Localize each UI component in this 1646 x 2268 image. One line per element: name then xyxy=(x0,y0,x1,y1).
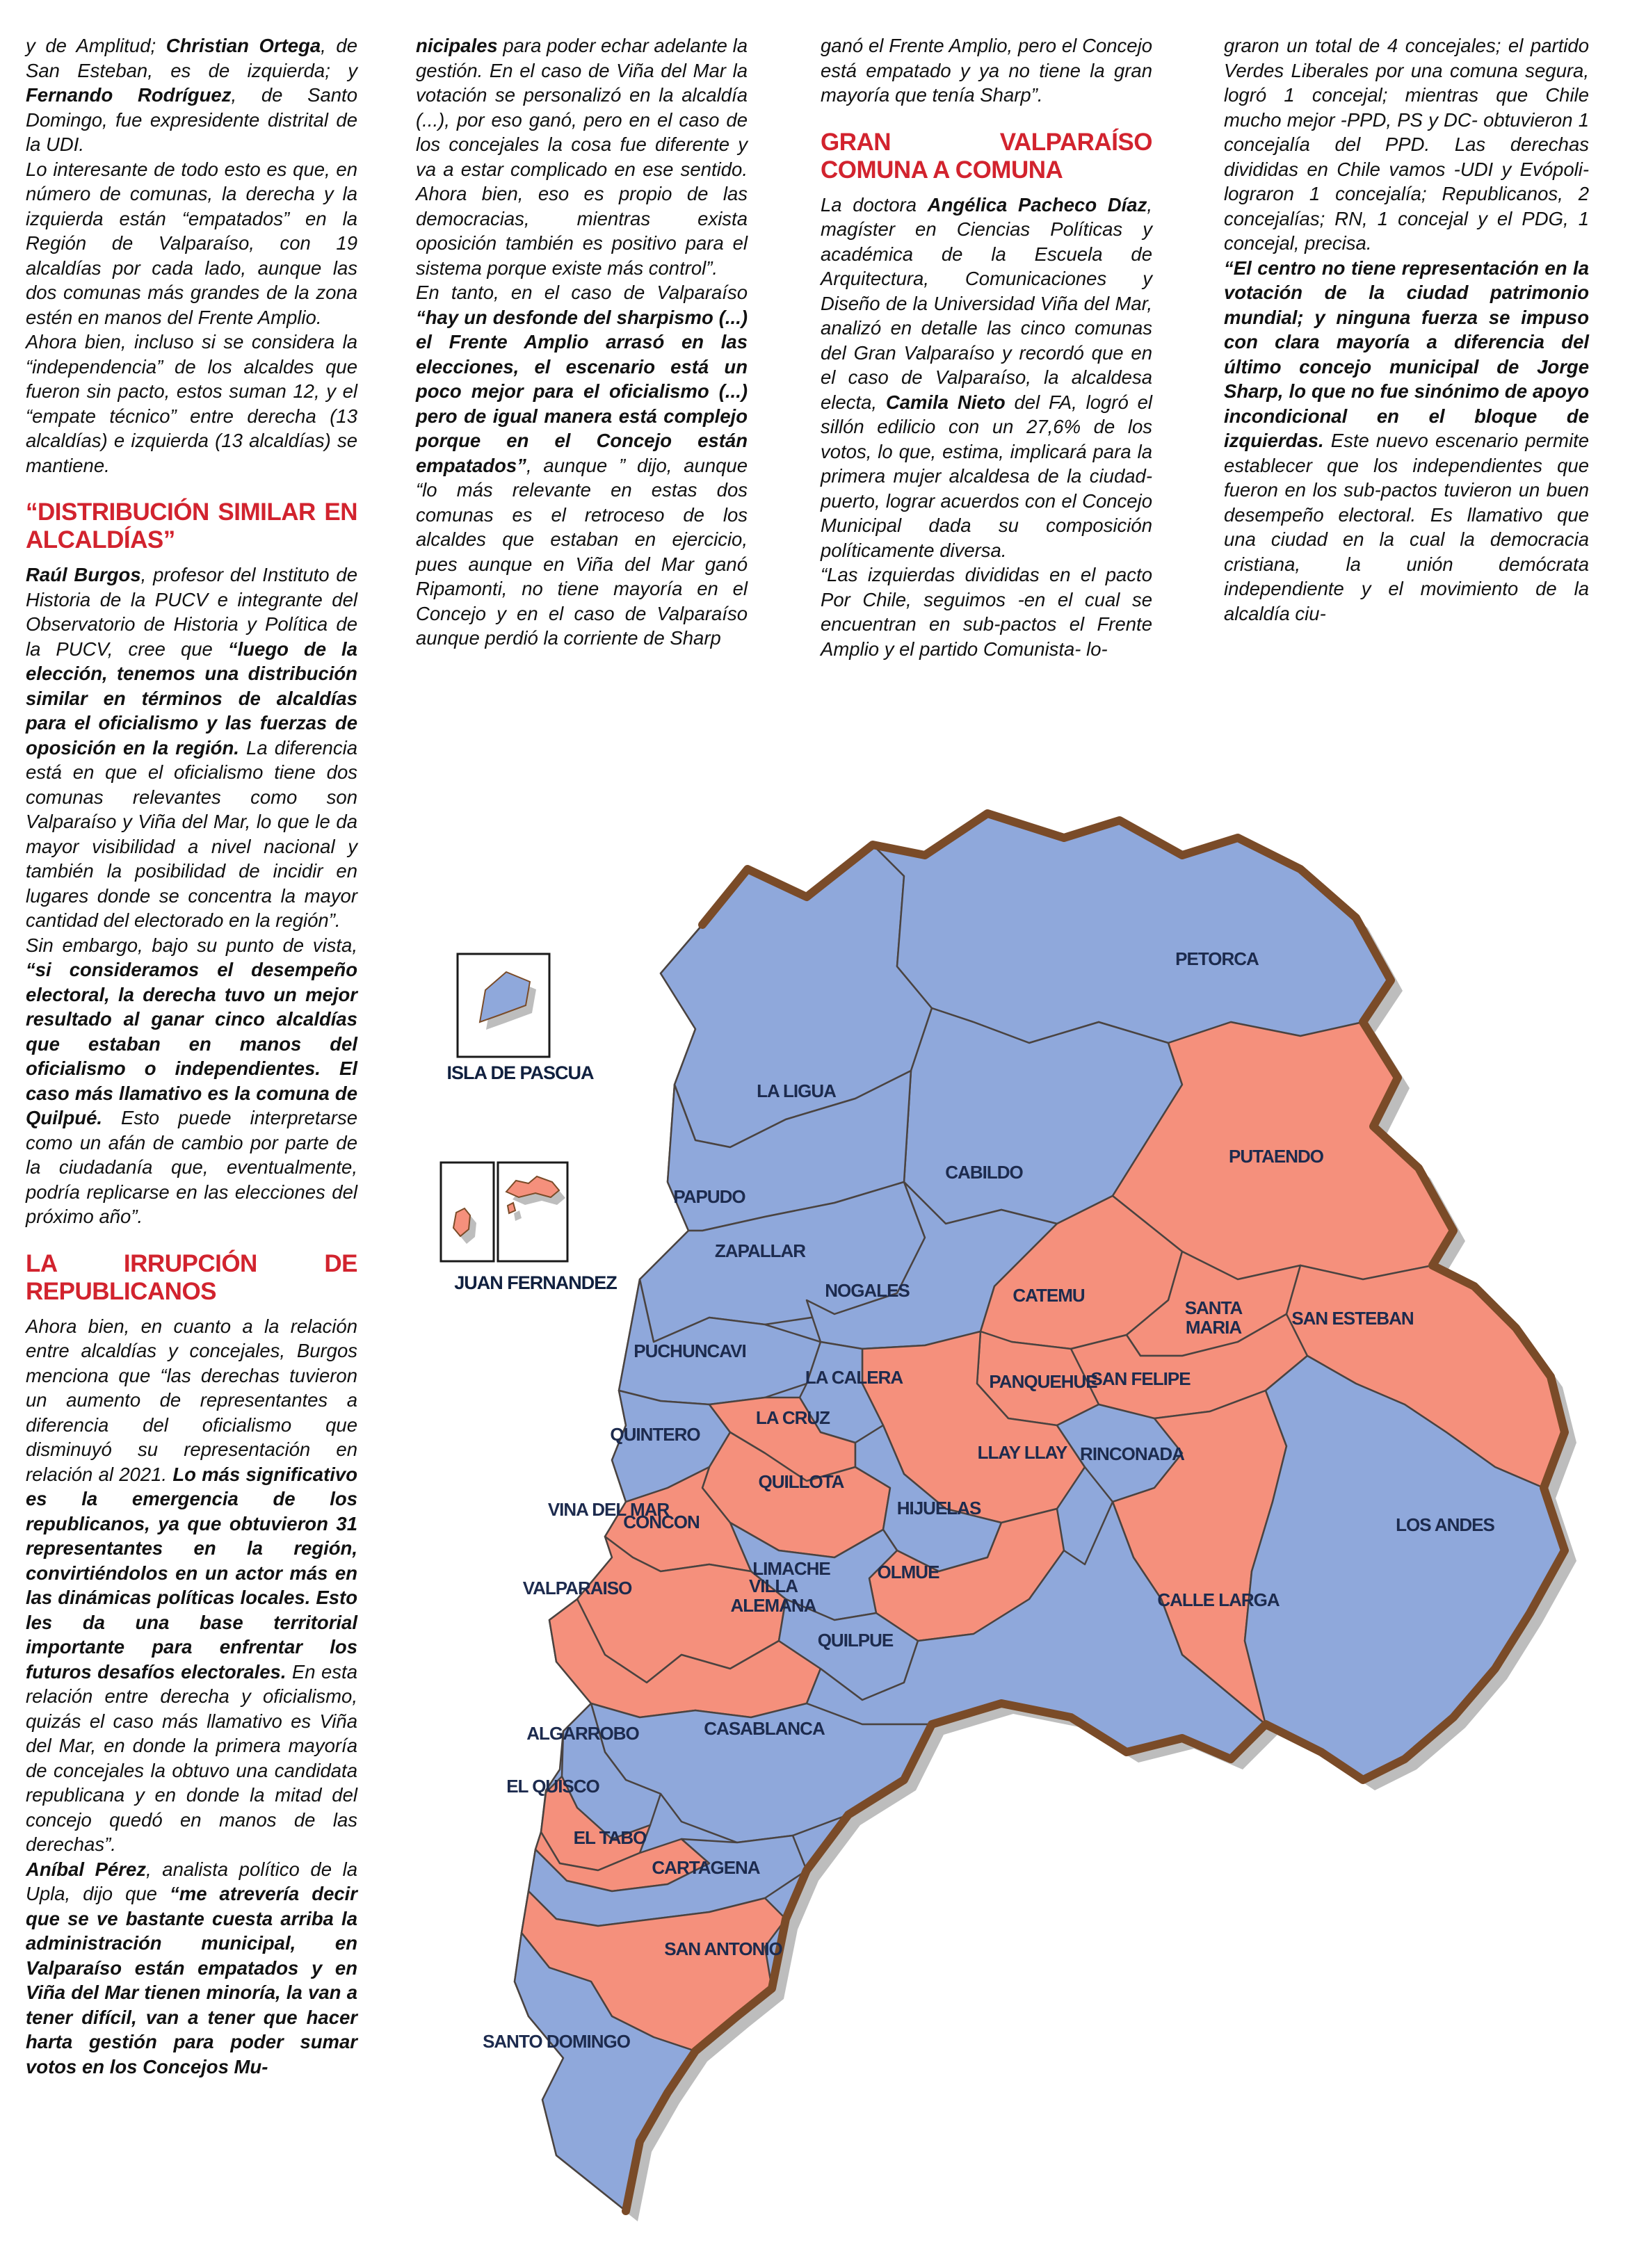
article-paragraph xyxy=(26,562,357,933)
text-run: Esto puede interpretarse como un afán de cambio por parte de la ciudadanía que, eventualmente, podría replicarse en las elecciones del próximo año”. xyxy=(26,1107,357,1227)
text-run: En esta relación entre derecha y oficialismo, quizás el caso más llamativo es Viña del Mar, en donde la primera mayoría de concejales la obtuvo una candidata republicana y en donde la mitad del concejo quedó en manos de las derechas”. xyxy=(26,1660,357,1855)
map-label-panquehue: PANQUEHUE xyxy=(989,1371,1097,1392)
text-run: y de Amplitud; xyxy=(26,35,166,56)
text-run: , profesor del Instituto de Historia de la PUCV e integrante del Observatorio de Historia y Política de la PUCV, cree que xyxy=(26,564,357,660)
map-label-quintero: QUINTERO xyxy=(610,1424,700,1445)
map-label-quillota: QUILLOTA xyxy=(758,1471,844,1492)
map-label-puchuncavi: PUCHUNCAVI xyxy=(634,1340,746,1361)
text-run: Christian Ortega xyxy=(166,35,321,56)
map-label-putaendo: PUTAENDO xyxy=(1229,1146,1323,1167)
commune-petorca xyxy=(873,813,1391,1043)
map-label-catemu: CATEMU xyxy=(1012,1285,1085,1306)
map-label-el-tabo: EL TABO xyxy=(573,1827,647,1848)
map-label-vina-del-mar: VINA DEL MAR xyxy=(547,1499,670,1520)
map-label-valparaiso: VALPARAISO xyxy=(522,1578,632,1598)
text-run: Aníbal Pérez xyxy=(26,1858,147,1880)
map-label-santa-maria-line1: SANTA xyxy=(1184,1297,1243,1318)
inset-island-juan-fernandez xyxy=(508,1203,515,1213)
map-label-villa-alemana-line1: VILLA xyxy=(748,1576,798,1596)
map-label-casablanca: CASABLANCA xyxy=(704,1718,825,1739)
article-paragraph xyxy=(416,280,748,651)
article-paragraph xyxy=(821,562,1152,661)
text-run: Camila Nieto xyxy=(885,391,1006,413)
map-label-villa-alemana-line2: ALEMANA xyxy=(730,1595,816,1616)
text-run: “si consideramos el desempeño electoral, la derecha tuvo un mejor resultado al ganar cinco alcaldías que estaban en manos del oficialismo o independientes. El caso más llamativo es la comuna de Quilpué. xyxy=(26,959,357,1128)
text-run: “El centro no tiene representación en la votación de la ciudad patrimonio mundial; y ninguna fuerza se impuso con clara mayoría a diferencia del último concejo municipal de Jorge Sharp, lo que no fue sinónimo de apoyo incondicional en el bloque de izquierdas. xyxy=(1224,257,1589,451)
article-column-4 xyxy=(1224,33,1589,626)
text-run: Ahora bien, incluso si se considera la “independencia” de los alcaldes que fueron sin pacto, estos suman 12, y el “empate técnico” entre derecha (13 alcaldías) e izquierda (13 alcaldías) se mantiene. xyxy=(26,331,357,476)
text-run: GRAN VALPARAÍSO COMUNA A COMUNA xyxy=(821,128,1152,184)
text-run: , de Santo Domingo, fue expresidente distrital de la UDI. xyxy=(26,84,357,155)
article-paragraph xyxy=(821,193,1152,563)
map-label-el-quisco: EL QUISCO xyxy=(506,1776,599,1797)
inset-label-juan-fernandez: JUAN FERNANDEZ xyxy=(454,1272,617,1293)
text-run: Sin embargo, bajo su punto de vista, xyxy=(26,934,357,956)
text-run: , magíster en Ciencias Políticas y académica de la Escuela de Arquitectura, Comunicaciones y Diseño de la Universidad Viña del Mar, analizó en detalle las cinco comunas del Gran Valparaíso y recordó que en el caso de Valparaíso, la alcaldesa electa, xyxy=(821,193,1152,413)
map-label-santa-maria-line2: MARIA xyxy=(1185,1317,1242,1338)
text-run: Este nuevo escenario permite establecer que los independientes que fueron en los sub-pactos tuvieron un buen desempeño electoral. Es llamativo que una ciudad en la cual la democracia cristiana, la unión demócrata independiente y el movimiento de la alcaldía ciu- xyxy=(1224,430,1589,624)
map-label-cartagena: CARTAGENA xyxy=(652,1857,760,1878)
text-run: del FA, logró el sillón edilicio con un 27,6% de los votos, lo que, estima, implicará para la primera mujer alcaldesa de la ciudad-puerto, lograr acuerdos con el Concejo Municipal dada su composición políticamente diversa. xyxy=(821,391,1153,561)
map-label-san-esteban: SAN ESTEBAN xyxy=(1291,1308,1414,1329)
text-run: graron un total de 4 concejales; el partido Verdes Liberales por una comuna segura, logró 1 concejal; mientras que Chile mucho mejor -PPD, PS y DC- obtuvieron 1 concejalía del PPD. Las derechas divididas en Chile vamos -UDI y Evópoli- lograron 1 concejalía; Republicanos, 2 concejalías; RN, 1 concejal y el PDG, 1 concejal, precisa. xyxy=(1224,35,1589,254)
text-run: La diferencia está en que el oficialismo tiene dos comunas relevantes como son Valparaíso y Viña del Mar, lo que le da mayor visibilidad a nivel nacional y también la posibilidad de incidir en lugares donde se concentra la mayor cantidad del electorado en la región”. xyxy=(26,736,358,931)
text-run: nicipales xyxy=(416,35,498,56)
section-heading xyxy=(26,1250,357,1306)
text-run: “luego de la elección, tenemos una distribución similar en términos de alcaldías para el oficialismo y las fuerzas de oposición en la región. xyxy=(26,638,357,759)
text-run: Angélica Pacheco Díaz xyxy=(927,193,1147,216)
text-run: , de San Esteban, es de izquierda; y xyxy=(26,35,357,81)
map-label-santo-domingo: SANTO DOMINGO xyxy=(483,2031,630,2052)
article-column-3 xyxy=(821,33,1152,661)
article-paragraph xyxy=(26,330,357,478)
map-label-concon: CONCON xyxy=(623,1512,700,1532)
article-paragraph xyxy=(26,157,357,330)
map-label-papudo: PAPUDO xyxy=(673,1186,745,1207)
section-heading xyxy=(26,499,357,554)
map-label-olmue: OLMUE xyxy=(877,1562,939,1582)
text-run: “DISTRIBUCIÓN SIMILAR EN ALCALDÍAS” xyxy=(26,499,357,553)
map-label-algarrobo: ALGARROBO xyxy=(526,1723,639,1744)
article-column-2 xyxy=(416,33,748,651)
text-run: LA IRRUPCIÓN DE REPUBLICANOS xyxy=(26,1249,357,1305)
text-run: “me atrevería decir que se ve bastante cuesta arriba la administración municipal, en Valparaíso están empatados y en Viña del Mar tienen minoría, la van a tener difícil, van a tener que hacer harta gestión para poder sumar votos en los Concejos Mu- xyxy=(26,1883,357,2077)
text-run: ganó el Frente Amplio, pero el Concejo está empatado y ya no tiene la gran mayoría que tenía Sharp”. xyxy=(821,35,1152,106)
text-run: Fernando Rodríguez xyxy=(26,84,232,106)
text-run: Ahora bien, en cuanto a la relación entre alcaldías y concejales, Burgos menciona que “las derechas tuvieron un aumento de representantes a diferencia del oficialismo que disminuyó su representación en relación al 2021. xyxy=(26,1315,357,1485)
text-run: La doctora xyxy=(821,193,928,216)
text-run: para poder echar adelante la gestión. En el caso de Viña del Mar la votación se personalizó en la alcaldía (...), por eso ganó, pero en el caso de los concejales la cosa fue diferente y va a estar complicado en ese sentido. Ahora bien, eso es propio de las democracias, mientras exista oposición también es positivo para el sistema porque existe más control”. xyxy=(416,35,748,279)
map-label-petorca: PETORCA xyxy=(1175,948,1259,969)
text-run: Lo interesante de todo esto es que, en número de comunas, la derecha y la izquierda están “empatados” en la Región de Valparaíso, con 19 alcaldías por cada lado, aunque las dos comunas más grandes de la zona estén en manos del Frente Amplio. xyxy=(26,158,357,328)
text-run: En tanto, en el caso de Valparaíso xyxy=(416,282,748,303)
text-run: Lo más significativo es la emergencia de los republicanos, ya que obtuvieron 31 representantes en la región, convirtiéndolos en un actor más en las dinámicas políticas locales. Esto les da una base territorial importante para enfrentar los futuros desafíos electorales. xyxy=(26,1463,357,1683)
text-run: “hay un desfonde del sharpismo (...) el Frente Amplio arrasó en las elecciones, el escenario está un poco mejor para el oficialismo (...) pero de igual manera está complejo porque en el Concejo están empatados” xyxy=(416,306,748,476)
section-heading xyxy=(821,129,1152,184)
map-label-la-cruz: LA CRUZ xyxy=(755,1407,830,1428)
article-paragraph xyxy=(26,1857,357,2080)
map-label-hijuelas: HIJUELAS xyxy=(896,1498,981,1518)
map-label-la-ligua: LA LIGUA xyxy=(757,1080,836,1101)
article-paragraph xyxy=(26,933,357,1229)
map-label-llay-llay: LLAY LLAY xyxy=(977,1442,1067,1463)
article-paragraph xyxy=(26,1314,357,1857)
text-run: , analista político de la Upla, dijo que xyxy=(26,1858,357,1904)
map-label-cabildo: CABILDO xyxy=(945,1162,1023,1183)
map-label-calle-larga: CALLE LARGA xyxy=(1157,1589,1280,1610)
map-label-la-calera: LA CALERA xyxy=(805,1367,903,1388)
article-paragraph xyxy=(416,33,748,280)
text-run: Raúl Burgos xyxy=(26,564,141,585)
map-label-san-antonio: SAN ANTONIO xyxy=(664,1938,782,1959)
article-column-1 xyxy=(26,33,357,2079)
article-paragraph xyxy=(26,33,357,157)
map-label-los-andes: LOS ANDES xyxy=(1396,1514,1494,1535)
text-run: , aunque ” dijo, aunque “lo más relevante en estas dos comunas es el retroceso de los alcaldes que estaban en ejercicio, pues aunque en Viña del Mar ganó Ripamonti, no tiene mayoría en el Concejo y en el caso de Valparaíso aunque perdió la corriente de Sharp xyxy=(416,454,748,649)
map-label-quilpue: QUILPUE xyxy=(817,1630,894,1651)
map-label-limache: LIMACHE xyxy=(752,1558,830,1579)
map-label-rinconada: RINCONADA xyxy=(1080,1443,1184,1464)
article-paragraph xyxy=(821,33,1152,108)
map-label-san-felipe: SAN FELIPE xyxy=(1090,1368,1191,1389)
map-label-nogales: NOGALES xyxy=(825,1280,910,1301)
inset-label-isla-de-pascua: ISLA DE PASCUA xyxy=(446,1062,594,1083)
text-run: “Las izquierdas divididas en el pacto Por Chile, seguimos -en el cual se encuentran en sub-pactos el Frente Amplio y el partido Comunista- lo- xyxy=(821,564,1152,660)
article-paragraph xyxy=(1224,256,1589,626)
article-paragraph xyxy=(1224,33,1589,256)
map-label-zapallar: ZAPALLAR xyxy=(714,1240,806,1261)
